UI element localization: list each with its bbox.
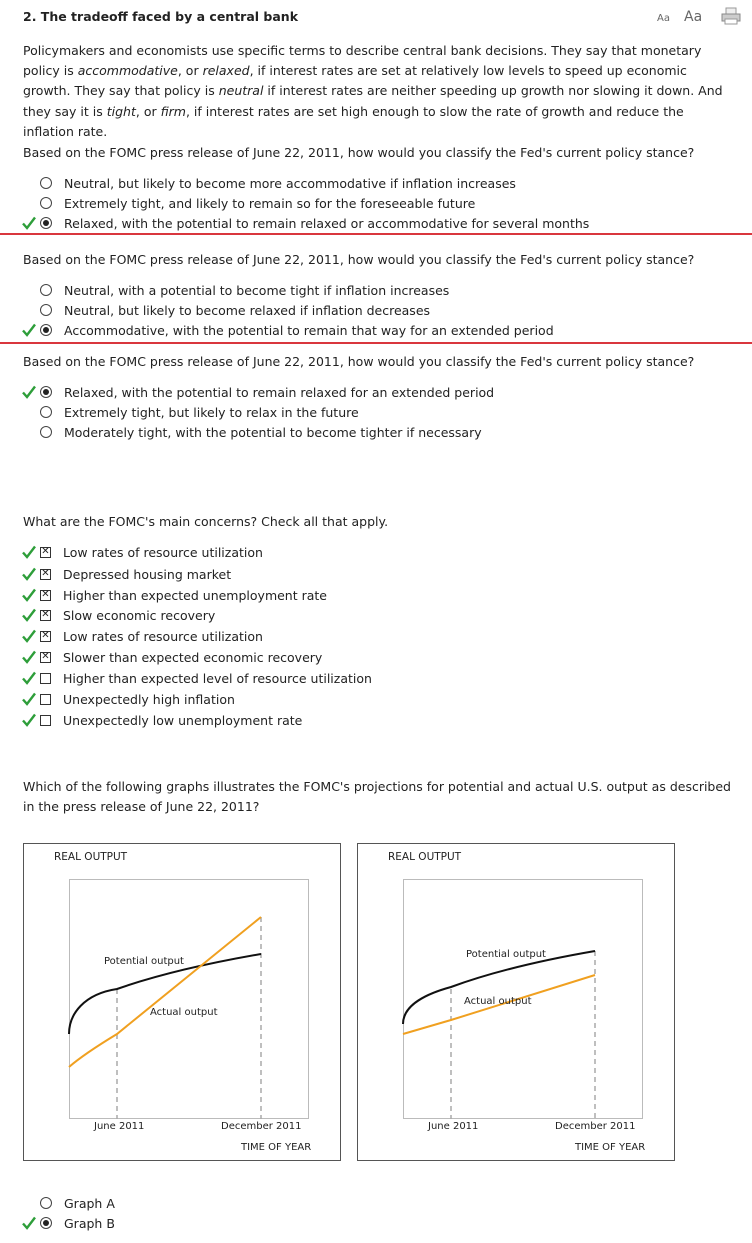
checkbox-checked[interactable]: ✕ [41, 609, 50, 620]
option-label: Extremely tight, but likely to relax in the future [64, 404, 359, 420]
q2-option-3[interactable] [40, 321, 554, 339]
option-label: Neutral, but likely to become more accommodative if inflation increases [64, 175, 516, 191]
question-3-text: Based on the FOMC press release of June 22, 2011, how would you classify the Fed's current policy stance? [23, 354, 695, 369]
option-label: Neutral, but likely to become relaxed if inflation decreases [64, 302, 431, 318]
print-icon[interactable] [721, 7, 741, 25]
correct-check-icon [22, 385, 36, 399]
correct-check-icon [22, 650, 36, 664]
q4-option-5[interactable] [40, 627, 263, 645]
actual-output-label: Actual output [464, 996, 532, 1007]
tick-december: December 2011 [221, 1121, 302, 1132]
question-2-text: Based on the FOMC press release of June 22, 2011, how would you classify the Fed's current policy stance? [23, 252, 695, 267]
option-label: Graph A [64, 1195, 115, 1211]
correct-check-icon [22, 713, 36, 727]
option-label: Unexpectedly low unemployment rate [63, 712, 303, 728]
radio-button[interactable] [40, 177, 52, 189]
q4-option-6[interactable] [40, 648, 322, 666]
q1-option-3[interactable] [40, 214, 589, 232]
intro-text: , if interest rates are set high enough to slow the rate of growth and reduce the inflation rate. [23, 103, 684, 139]
font-size-small-button[interactable]: Aa [657, 13, 670, 24]
option-label: Slow economic recovery [63, 607, 216, 623]
option-label: Low rates of resource utilization [63, 544, 263, 560]
option-label: Higher than expected level of resource utilization [63, 670, 372, 686]
header [23, 9, 752, 27]
graph-a [23, 843, 341, 1161]
correct-check-icon [22, 216, 36, 230]
q4-option-8[interactable] [40, 690, 235, 708]
y-axis-label: REAL OUTPUT [54, 851, 128, 863]
radio-button-selected[interactable] [40, 324, 52, 336]
q4-option-9[interactable] [40, 711, 302, 729]
checkbox-unchecked[interactable] [40, 673, 51, 684]
tick-june: June 2011 [428, 1121, 479, 1132]
option-label: Higher than expected unemployment rate [63, 587, 327, 603]
q4-option-1[interactable] [40, 543, 263, 561]
option-label: Slower than expected economic recovery [63, 649, 323, 665]
checkbox-checked[interactable]: ✕ [41, 568, 50, 579]
term-tight: tight [106, 103, 136, 119]
intro-text: Policymakers and economists use specific terms to describe central bank decisions. They say that monetary policy is [23, 43, 702, 79]
q1-option-1[interactable] [40, 174, 516, 192]
q3-option-2[interactable] [40, 403, 359, 421]
y-axis-label: REAL OUTPUT [388, 851, 462, 863]
correct-check-icon [22, 629, 36, 643]
question-5-text: Which of the following graphs illustrates the FOMC's projections for potential and actual U.S. output as described in the press release of June 22, 2011? [23, 779, 731, 814]
option-label: Moderately tight, with the potential to become tighter if necessary [64, 424, 482, 440]
potential-output-label: Potential output [104, 956, 184, 967]
option-label: Graph B [64, 1215, 115, 1231]
q3-option-3[interactable] [40, 423, 482, 441]
q1-option-2[interactable] [40, 194, 475, 212]
intro-text: , if interest rates are set at relatively low levels to speed up economic growth. They say that policy is [23, 63, 687, 99]
checkbox-checked[interactable]: ✕ [41, 589, 50, 600]
graph-b [357, 843, 675, 1161]
correct-check-icon [22, 671, 36, 685]
intro-text: if interest rates are neither speeding up growth nor slowing it down. And they say it is [23, 83, 723, 119]
q5-option-graph-a[interactable] [40, 1194, 115, 1212]
checkbox-unchecked[interactable] [40, 694, 51, 705]
term-accommodative: accommodative [77, 63, 178, 79]
term-neutral: neutral [218, 83, 264, 99]
graph-a-curves [24, 844, 342, 1162]
x-axis-label: TIME OF YEAR [575, 1142, 646, 1153]
radio-button[interactable] [40, 1197, 52, 1209]
checkbox-checked[interactable]: ✕ [41, 546, 50, 557]
correct-check-icon [22, 545, 36, 559]
q5-option-graph-b[interactable] [40, 1214, 115, 1232]
correct-check-icon [22, 588, 36, 602]
intro-text: , or [177, 63, 203, 79]
tick-june: June 2011 [94, 1121, 145, 1132]
q4-option-4[interactable] [40, 606, 215, 624]
correct-check-icon [22, 692, 36, 706]
potential-output-label: Potential output [466, 949, 546, 960]
option-label: Extremely tight, and likely to remain so for the foreseeable future [64, 195, 476, 211]
section-divider [0, 342, 752, 344]
checkbox-checked[interactable]: ✕ [41, 630, 50, 641]
option-label: Unexpectedly high inflation [63, 691, 235, 707]
radio-button-selected[interactable] [40, 1217, 52, 1229]
term-relaxed: relaxed [202, 63, 250, 79]
section-divider [0, 233, 752, 235]
q3-option-1[interactable] [40, 383, 494, 401]
tick-december: December 2011 [555, 1121, 636, 1132]
term-firm: firm [160, 103, 186, 119]
radio-button-selected[interactable] [40, 386, 52, 398]
radio-button[interactable] [40, 426, 52, 438]
intro-text: , or [135, 103, 161, 119]
checkbox-checked[interactable]: ✕ [41, 651, 50, 662]
option-label: Relaxed, with the potential to remain relaxed or accommodative for several months [64, 215, 590, 231]
q4-option-3[interactable] [40, 586, 327, 604]
intro-paragraph [23, 41, 731, 142]
question-4-text: What are the FOMC's main concerns? Check all that apply. [23, 514, 389, 529]
q4-option-2[interactable] [40, 565, 231, 583]
potential-output-curve [403, 951, 595, 1024]
correct-check-icon [22, 608, 36, 622]
option-label: Accommodative, with the potential to remain that way for an extended period [64, 322, 554, 338]
x-axis-label: TIME OF YEAR [241, 1142, 312, 1153]
checkbox-unchecked[interactable] [40, 715, 51, 726]
q4-option-7[interactable] [40, 669, 372, 687]
actual-output-label: Actual output [150, 1007, 218, 1018]
radio-button-selected[interactable] [40, 217, 52, 229]
actual-output-curve [69, 917, 261, 1067]
radio-button[interactable] [40, 284, 52, 296]
question-1-text: Based on the FOMC press release of June 22, 2011, how would you classify the Fed's current policy stance? [23, 145, 695, 160]
option-label: Depressed housing market [63, 566, 232, 582]
correct-check-icon [22, 323, 36, 337]
correct-check-icon [22, 567, 36, 581]
option-label: Low rates of resource utilization [63, 628, 263, 644]
q2-option-2[interactable] [40, 301, 430, 319]
q2-option-1[interactable] [40, 281, 449, 299]
radio-button[interactable] [40, 304, 52, 316]
question-title: 2. The tradeoff faced by a central bank [23, 9, 299, 24]
radio-button[interactable] [40, 197, 52, 209]
correct-check-icon [22, 1216, 36, 1230]
font-size-large-button[interactable]: Aa [684, 9, 703, 25]
option-label: Relaxed, with the potential to remain relaxed for an extended period [64, 384, 495, 400]
radio-button[interactable] [40, 406, 52, 418]
option-label: Neutral, with a potential to become tight if inflation increases [64, 282, 450, 298]
